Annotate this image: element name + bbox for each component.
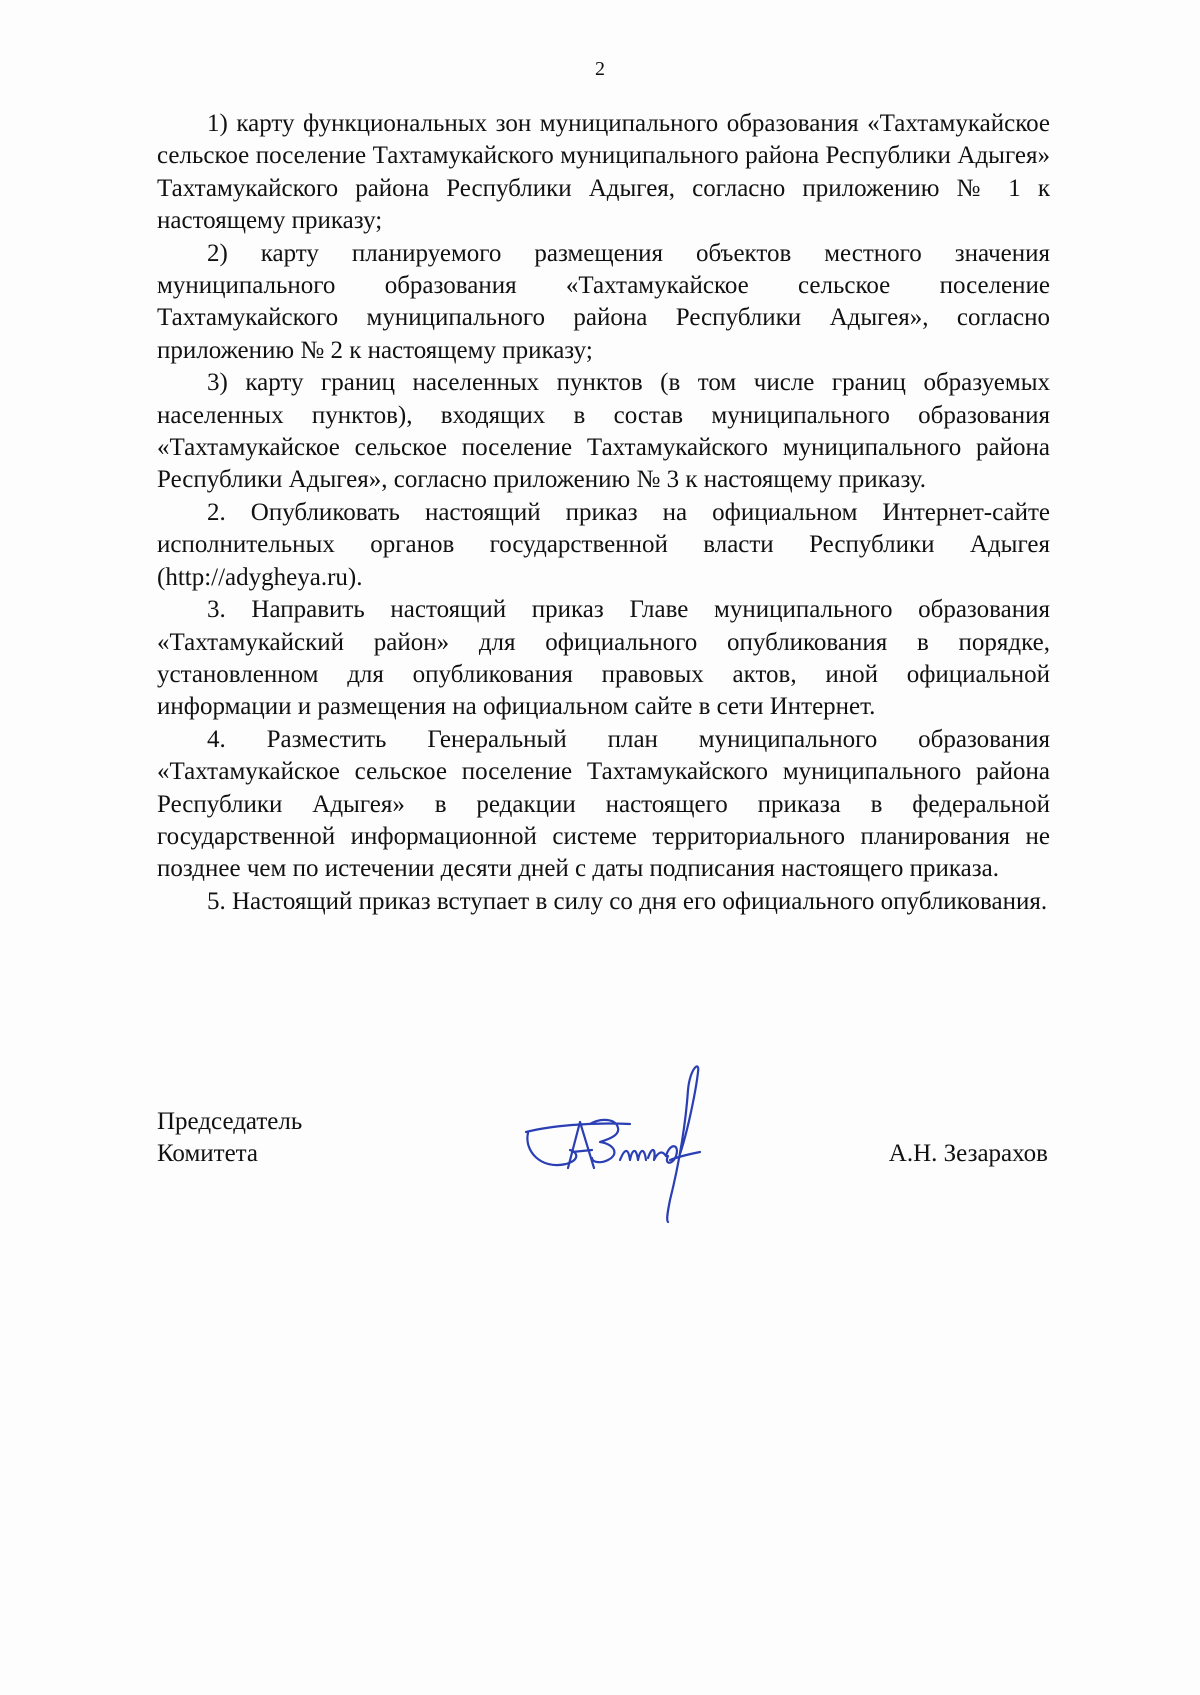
paragraph-item-2: 2) карту планируемого размещения объектов местного значения муниципального образования «Тахтамукайское сельское поселение Тахтамукайского муниципального района Республики Адыгея», согласно приложению № 2 к настоящему приказу; — [157, 239, 1050, 364]
paragraph-send: 3. Направить настоящий приказ Главе муниципального образования «Тахтамукайский район» для официального опубликования в порядке, установленном для опубликования правовых актов, иной официальной информации и размещения на официальном сайте в сети Интернет. — [157, 596, 1050, 721]
handwritten-signature — [520, 1060, 740, 1230]
signatory-title-line1: Председатель — [157, 1108, 303, 1135]
paragraph-effective: 5. Настоящий приказ вступает в силу со дня его официального опубликования. — [207, 887, 1048, 915]
signatory-title-line2: Комитета — [157, 1140, 259, 1167]
paragraph-item-1: 1) карту функциональных зон муниципального образования «Тахтамукайское сельское поселение Тахтамукайского муниципального района Республики Адыгея» Тахтамукайского района Республики Адыгея, согласно приложению № 1 к настоящему приказу; — [157, 110, 1050, 235]
document-body — [157, 108, 1050, 918]
signatory-title — [157, 1106, 302, 1170]
page-number: 2 — [595, 58, 605, 80]
paragraph-item-3: 3) карту границ населенных пунктов (в том числе границ образуемых населенных пунктов), входящих в состав муниципального образования «Тахтамукайское сельское поселение Тахтамукайского муниципального района Республики Адыгея», согласно приложению № 3 к настоящему приказу. — [157, 369, 1050, 494]
paragraph-publish: 2. Опубликовать настоящий приказ на официальном Интернет-сайте исполнительных органов государственной власти Республики Адыгея (http://adygheya.ru). — [157, 498, 1050, 591]
paragraph-place: 4. Разместить Генеральный план муниципального образования «Тахтамукайское сельское поселение Тахтамукайского муниципального района Республики Адыгея» в редакции настоящего приказа в федеральной государственной информационной системе территориального планирования не позднее чем по истечении десяти дней с даты подписания настоящего приказа. — [157, 725, 1050, 883]
signatory-name: А.Н. Зезарахов — [888, 1140, 1048, 1167]
